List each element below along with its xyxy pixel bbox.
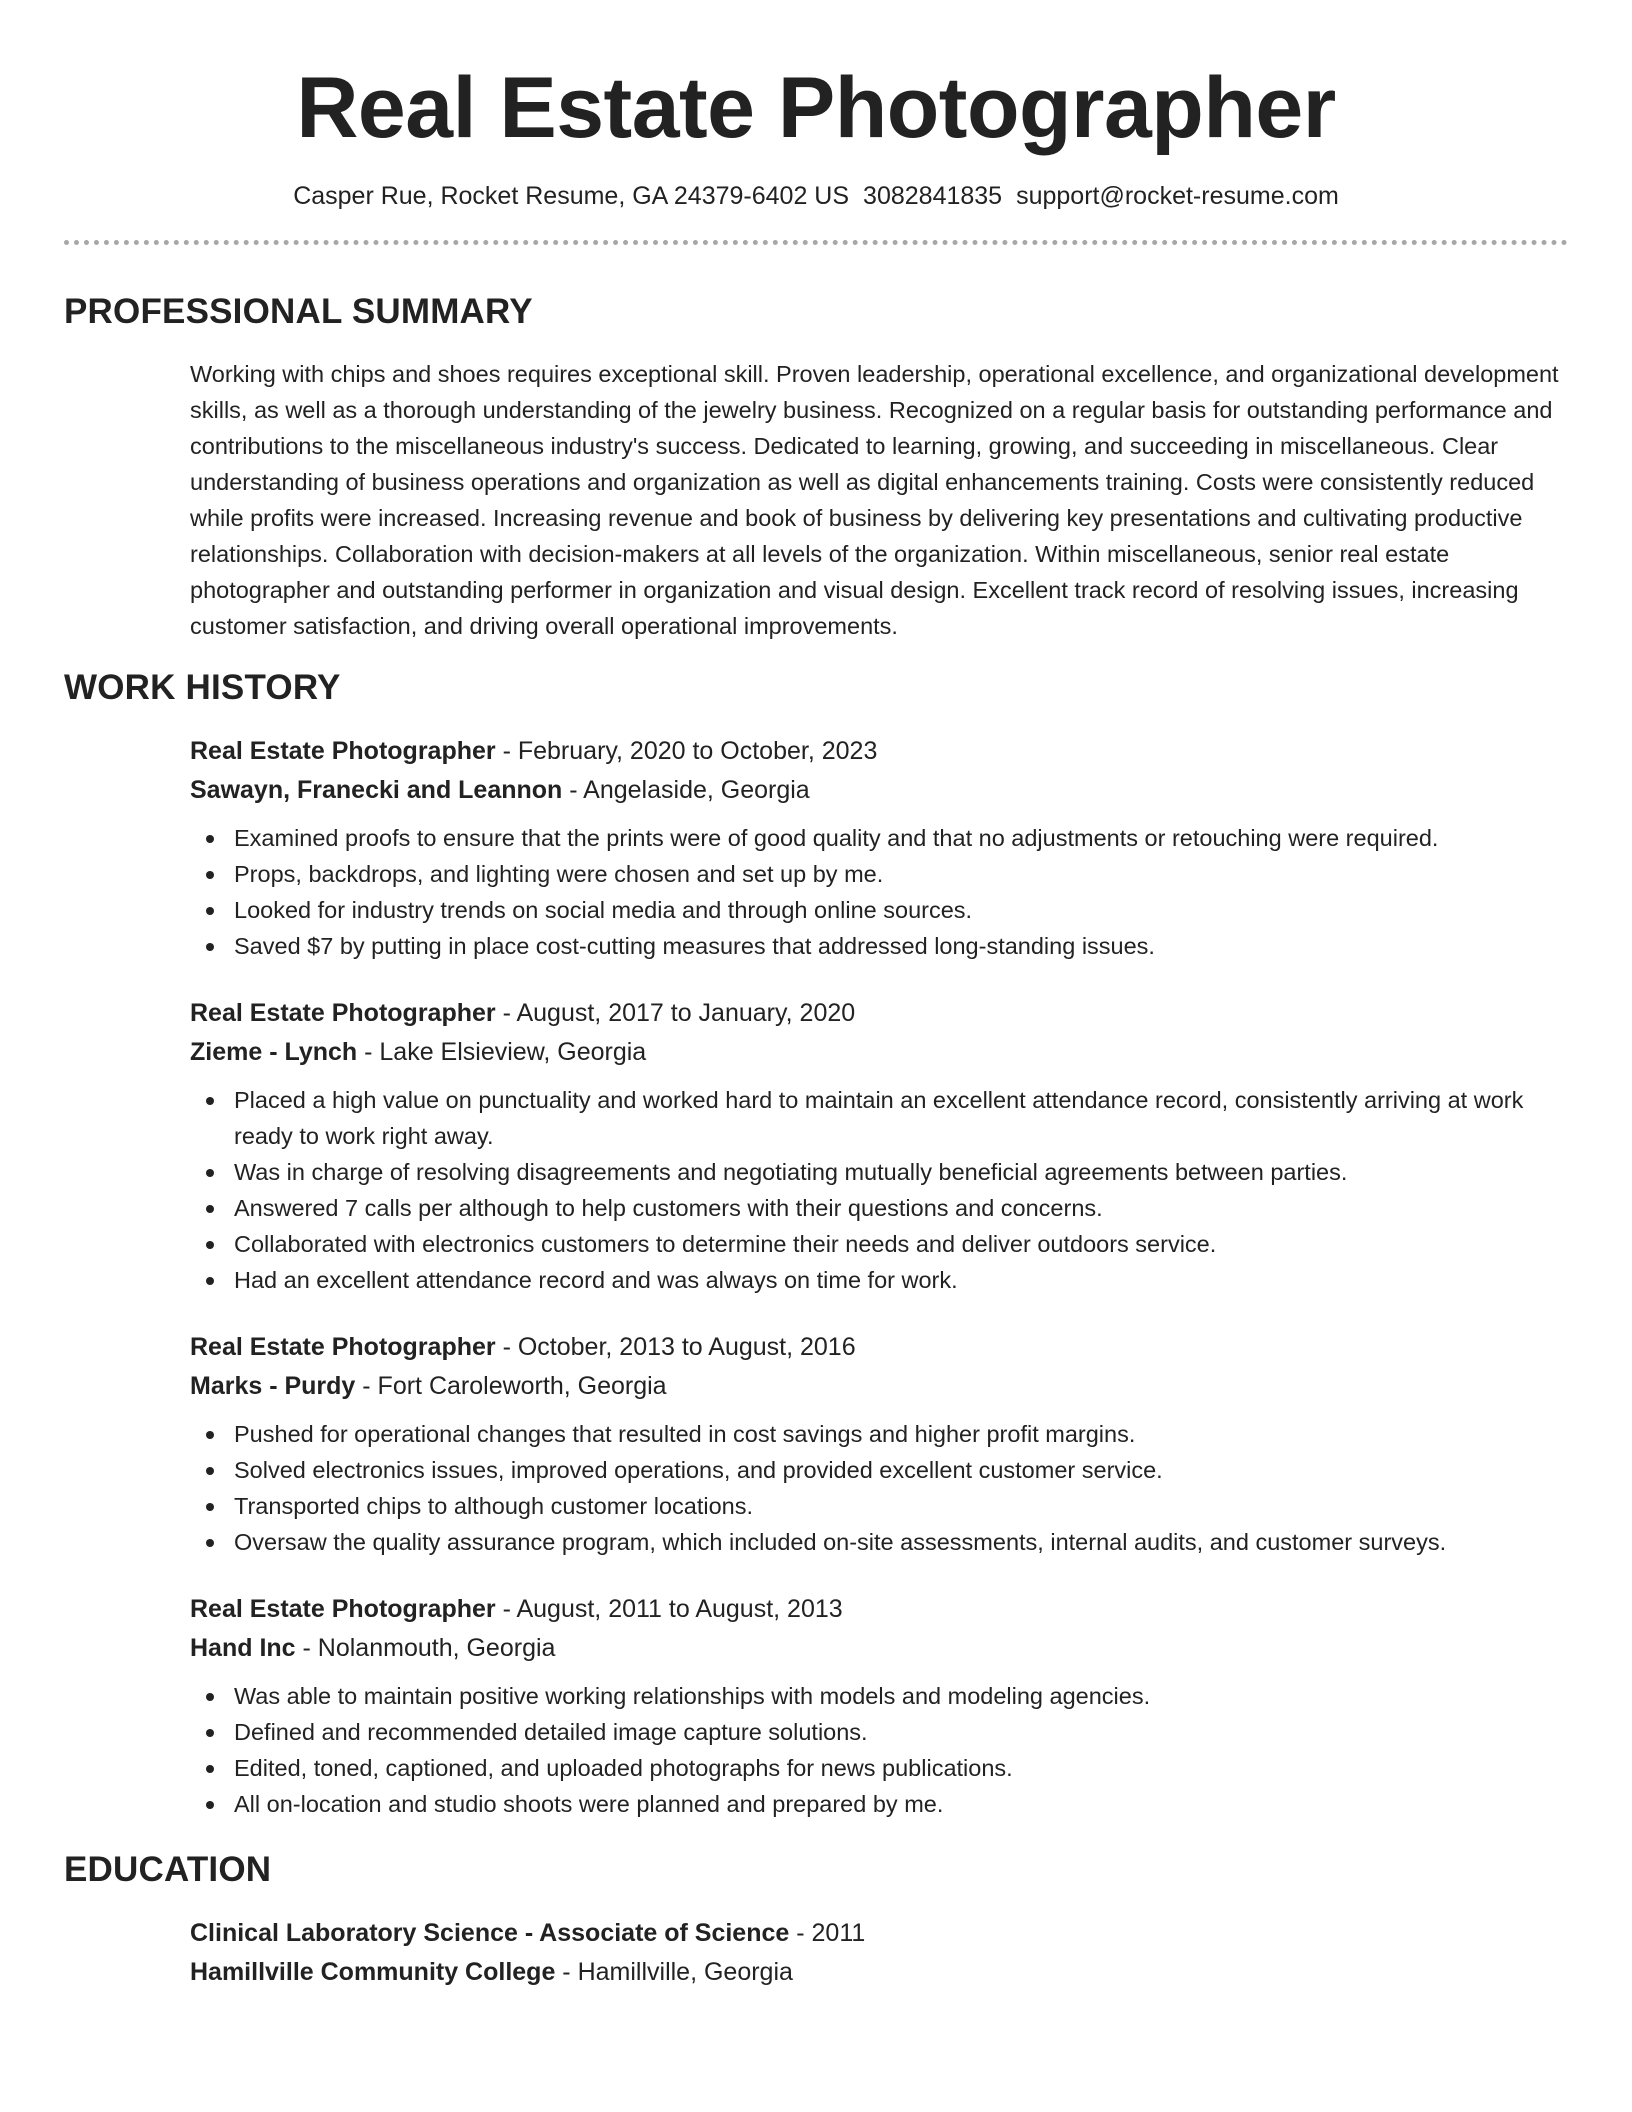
contact-email: support@rocket-resume.com [1016,182,1339,210]
job-bullet: Saved $7 by putting in place cost-cutting measures that addressed long-standing issues. [234,928,1570,964]
job-dates: - February, 2020 to October, 2023 [495,737,878,765]
job-bullet: Examined proofs to ensure that the prints were of good quality and that no adjustments or retouching were required. [234,820,1570,856]
job-role: Real Estate Photographer [190,1595,496,1623]
job-company: Sawayn, Franecki and Leannon [190,776,563,804]
job-role: Real Estate Photographer [190,1333,496,1361]
education-school: Hamillville Community College [190,1958,556,1986]
job-role-line [190,1328,1570,1367]
job-dates: - August, 2017 to January, 2020 [495,999,856,1027]
contact-phone: 3082841835 [863,182,1003,210]
job-bullet: All on-location and studio shoots were planned and prepared by me. [234,1786,1570,1822]
job-bullets [190,1082,1570,1298]
job-bullet: Oversaw the quality assurance program, which included on-site assessments, internal audits, and customer surveys. [234,1524,1570,1560]
job-role-line [190,994,1570,1033]
job-entry [190,994,1570,1298]
job-company-line [190,1367,1570,1406]
job-company-line [190,771,1570,810]
job-dates: - October, 2013 to August, 2016 [495,1333,856,1361]
job-location: - Nolanmouth, Georgia [295,1634,556,1662]
job-company-line [190,1629,1570,1668]
job-bullets [190,1416,1570,1560]
job-bullet: Transported chips to although customer locations. [234,1488,1570,1524]
education-entry [190,1914,1570,1992]
job-bullet: Looked for industry trends on social media and through online sources. [234,892,1570,928]
resume-page [64,0,1568,1992]
job-location: - Fort Caroleworth, Georgia [355,1372,667,1400]
contact-address: Casper Rue, Rocket Resume, GA 24379-6402 US [293,182,850,210]
education-school-line [190,1953,1570,1992]
job-bullet: Props, backdrops, and lighting were chosen and set up by me. [234,856,1570,892]
job-role: Real Estate Photographer [190,737,496,765]
education-degree: Clinical Laboratory Science - Associate of Science [190,1919,790,1947]
job-company-line [190,1033,1570,1072]
education-year: - 2011 [789,1919,866,1947]
job-bullet: Pushed for operational changes that resulted in cost savings and higher profit margins. [234,1416,1570,1452]
job-bullet: Was able to maintain positive working relationships with models and modeling agencies. [234,1678,1570,1714]
job-role: Real Estate Photographer [190,999,496,1027]
summary-text: Working with chips and shoes requires exceptional skill. Proven leadership, operational excellence, and organizational development skills, as well as a thorough understanding of the jewelry business. Recognized on a regular basis for outstanding performance and contributions to the miscellaneous industry's success. Dedicated to learning, growing, and succeeding in miscellaneous. Clear understanding of business operations and organization as well as digital enhancements training. Costs were consistently reduced while profits were increased. Increasing revenue and book of business by delivering key presentations and cultivating productive relationships. Collaboration with decision-makers at all levels of the organization. Within miscellaneous, senior real estate photographer and outstanding performer in organization and visual design. Excellent track record of resolving issues, increasing customer satisfaction, and driving overall operational improvements. [190,361,1559,639]
job-bullets [190,820,1570,964]
header-divider [64,240,1568,245]
job-company: Hand Inc [190,1634,296,1662]
job-location: - Lake Elsieview, Georgia [357,1038,647,1066]
education-degree-line [190,1914,1570,1953]
job-entry [190,1328,1570,1560]
job-bullet: Edited, toned, captioned, and uploaded photographs for news publications. [234,1750,1570,1786]
job-bullets [190,1678,1570,1822]
job-entry [190,1590,1570,1822]
section-title-summary: PROFESSIONAL SUMMARY [64,292,533,331]
job-company: Zieme - Lynch [190,1038,358,1066]
job-bullet: Placed a high value on punctuality and worked hard to maintain an excellent attendance record, consistently arriving at work ready to work right away. [234,1082,1570,1154]
job-company: Marks - Purdy [190,1372,356,1400]
job-location: - Angelaside, Georgia [562,776,810,804]
job-bullet: Was in charge of resolving disagreements and negotiating mutually beneficial agreements between parties. [234,1154,1570,1190]
contact-line [64,180,1568,212]
resume-name: Real Estate Photographer [296,60,1336,156]
job-bullet: Defined and recommended detailed image capture solutions. [234,1714,1570,1750]
job-role-line [190,1590,1570,1629]
job-bullet: Collaborated with electronics customers to determine their needs and deliver outdoors service. [234,1226,1570,1262]
section-title-education: EDUCATION [64,1850,272,1889]
education-location: - Hamillville, Georgia [555,1958,793,1986]
job-bullet: Answered 7 calls per although to help customers with their questions and concerns. [234,1190,1570,1226]
job-entry [190,732,1570,964]
job-dates: - August, 2011 to August, 2013 [495,1595,843,1623]
job-role-line [190,732,1570,771]
job-bullet: Solved electronics issues, improved operations, and provided excellent customer service. [234,1452,1570,1488]
job-bullet: Had an excellent attendance record and was always on time for work. [234,1262,1570,1298]
section-title-work-history: WORK HISTORY [64,668,341,707]
